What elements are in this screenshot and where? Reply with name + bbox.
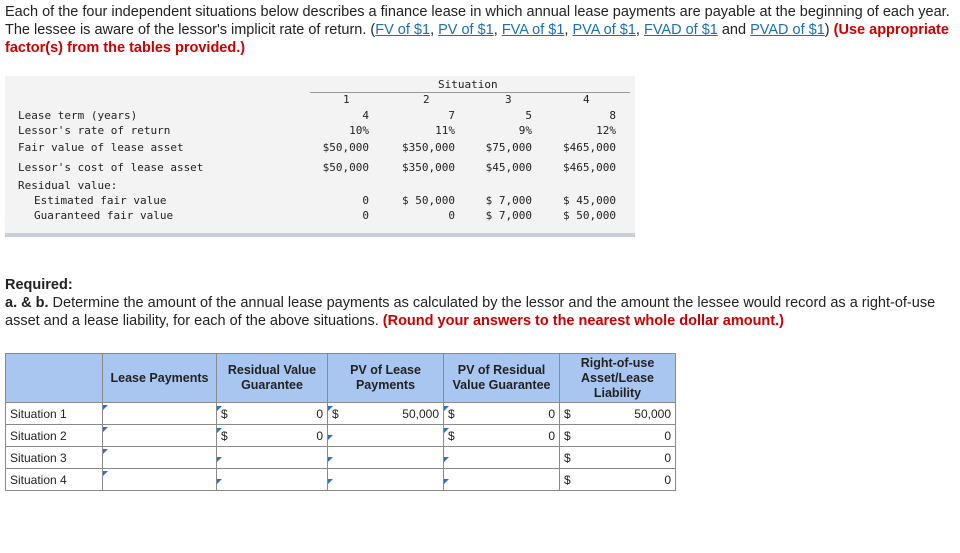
- table-row: [6, 403, 676, 425]
- corner-cell: [6, 354, 103, 403]
- value-cell: 0: [448, 209, 455, 222]
- lease-payments-input[interactable]: [103, 425, 217, 447]
- table-row: [6, 447, 676, 469]
- residual-value-guarantee-input[interactable]: [217, 425, 328, 447]
- pv-lease-payments-input[interactable]: [328, 447, 444, 469]
- cell-value: 0: [316, 406, 323, 421]
- row-label: Fair value of lease asset: [18, 141, 184, 154]
- row-label: Guaranteed fair value: [34, 209, 174, 222]
- header-pv-lease-payments: PV of Lease Payments: [328, 354, 444, 403]
- header-residual-value-guarantee: Residual Value Guarantee: [217, 354, 328, 403]
- fvad-link[interactable]: FVAD of $1: [643, 22, 718, 38]
- value-cell: 5: [525, 109, 532, 122]
- row-label: Lease term (years): [18, 109, 138, 122]
- value-cell: $350,000: [402, 161, 455, 174]
- value-cell: $ 7,000: [485, 209, 532, 222]
- answer-header-row: [6, 354, 676, 403]
- fv-link[interactable]: FV of $1: [375, 22, 431, 38]
- row-label: Residual value:: [18, 179, 118, 192]
- value-cell: $350,000: [402, 141, 455, 154]
- situation-number: 2: [423, 93, 430, 106]
- value-cell: $50,000: [322, 161, 369, 174]
- value-cell: $ 7,000: [485, 194, 532, 207]
- value-cell: $ 45,000: [563, 194, 616, 207]
- dollar-sign: $: [332, 406, 339, 421]
- situation-number: 4: [583, 93, 590, 106]
- cell-value: 0: [548, 428, 555, 443]
- row-label: Estimated fair value: [34, 194, 167, 207]
- dollar-sign: $: [221, 406, 228, 421]
- pv-lease-payments-input[interactable]: [328, 403, 444, 425]
- dollar-sign: $: [564, 428, 571, 443]
- cell-value: 50,000: [402, 406, 439, 421]
- pv-residual-value-input[interactable]: [444, 425, 560, 447]
- value-cell: $465,000: [563, 161, 616, 174]
- given-data-panel: [5, 76, 635, 237]
- table-row: [6, 425, 676, 447]
- residual-value-guarantee-input[interactable]: [217, 447, 328, 469]
- value-cell: 4: [362, 109, 369, 122]
- lease-payments-input[interactable]: [103, 447, 217, 469]
- value-cell: $75,000: [485, 141, 532, 154]
- value-cell: 11%: [435, 124, 455, 137]
- dollar-sign: $: [564, 450, 571, 465]
- cell-value: 0: [548, 406, 555, 421]
- cell-value: 0: [664, 450, 671, 465]
- cell-value: 0: [664, 472, 671, 487]
- dollar-sign: $: [221, 428, 228, 443]
- dollar-sign: $: [448, 406, 455, 421]
- table-row: [6, 469, 676, 491]
- pvad-link[interactable]: PVAD of $1: [750, 22, 825, 38]
- lease-payments-input[interactable]: [103, 403, 217, 425]
- answer-table: [5, 353, 676, 491]
- right-of-use-value: [560, 447, 676, 469]
- right-of-use-value: [560, 403, 676, 425]
- cell-value: 0: [664, 428, 671, 443]
- situation-label: Situation 1: [6, 403, 103, 425]
- pv-link[interactable]: PV of $1: [438, 22, 494, 38]
- lease-payments-input[interactable]: [103, 469, 217, 491]
- header-pv-residual-value: PV of Residual Value Guarantee: [444, 354, 560, 403]
- dollar-sign: $: [448, 428, 455, 443]
- situation-number: 1: [343, 93, 350, 106]
- value-cell: 0: [362, 194, 369, 207]
- value-cell: $465,000: [563, 141, 616, 154]
- value-cell: $50,000: [322, 141, 369, 154]
- row-label: Lessor's cost of lease asset: [18, 161, 204, 174]
- situation-label: Situation 2: [6, 425, 103, 447]
- value-cell: 0: [362, 209, 369, 222]
- value-cell: 10%: [349, 124, 369, 137]
- situation-label: Situation 4: [6, 469, 103, 491]
- pv-residual-value-input[interactable]: [444, 469, 560, 491]
- value-cell: $45,000: [485, 161, 532, 174]
- problem-intro: Each of the four independent situations below describes a finance lease in which annual lease payments are payable at the beginning of each year. The lessee is aware of the lessor's implicit rate of return. (FV of $1, PV of $1, FVA of $1, PVA of $1, FVAD of $1 and PVAD of $1) (Use appropriate factor(s) from the tables provided.): [5, 4, 950, 56]
- pv-residual-value-input[interactable]: [444, 403, 560, 425]
- right-of-use-value: [560, 469, 676, 491]
- required-instruction: (Round your answers to the nearest whole dollar amount.): [382, 313, 784, 329]
- residual-value-guarantee-input[interactable]: [217, 403, 328, 425]
- intro-text: Each of the four independent situations below describes a finance lease in which annual lease payments are payable at the beginning of each year. The lessee is aware of the lessor's implicit rate of return. (: [5, 4, 950, 38]
- right-of-use-value: [560, 425, 676, 447]
- part-label: a. & b.: [5, 295, 49, 311]
- dollar-sign: $: [564, 472, 571, 487]
- situation-label: Situation 3: [6, 447, 103, 469]
- value-cell: 8: [609, 109, 616, 122]
- pv-residual-value-input[interactable]: [444, 447, 560, 469]
- intro-instruction: (Use appropriate factor(s) from the tables provided.): [5, 22, 949, 56]
- header-right-of-use: Right-of-use Asset/Lease Liability: [560, 354, 676, 403]
- fva-link[interactable]: FVA of $1: [501, 22, 565, 38]
- required-heading: Required:: [5, 277, 73, 293]
- value-cell: $ 50,000: [563, 209, 616, 222]
- required-text: Determine the amount of the annual lease payments as calculated by the lessor and the amount the lessee would record as a right-of-use asset and a lease liability, for each of the above situations.: [5, 295, 936, 329]
- cell-value: 50,000: [634, 406, 671, 421]
- pv-lease-payments-input[interactable]: [328, 425, 444, 447]
- header-lease-payments: Lease Payments: [103, 354, 217, 403]
- situation-number: 3: [505, 93, 512, 106]
- dollar-sign: $: [564, 406, 571, 421]
- residual-value-guarantee-input[interactable]: [217, 469, 328, 491]
- value-cell: $ 50,000: [402, 194, 455, 207]
- value-cell: 12%: [596, 124, 616, 137]
- required-section: [5, 276, 950, 330]
- cell-value: 0: [316, 428, 323, 443]
- situation-header: Situation: [438, 78, 498, 91]
- value-cell: 9%: [518, 124, 532, 137]
- row-label: Lessor's rate of return: [18, 124, 171, 137]
- pv-lease-payments-input[interactable]: [328, 469, 444, 491]
- value-cell: 7: [448, 109, 455, 122]
- pva-link[interactable]: PVA of $1: [572, 22, 636, 38]
